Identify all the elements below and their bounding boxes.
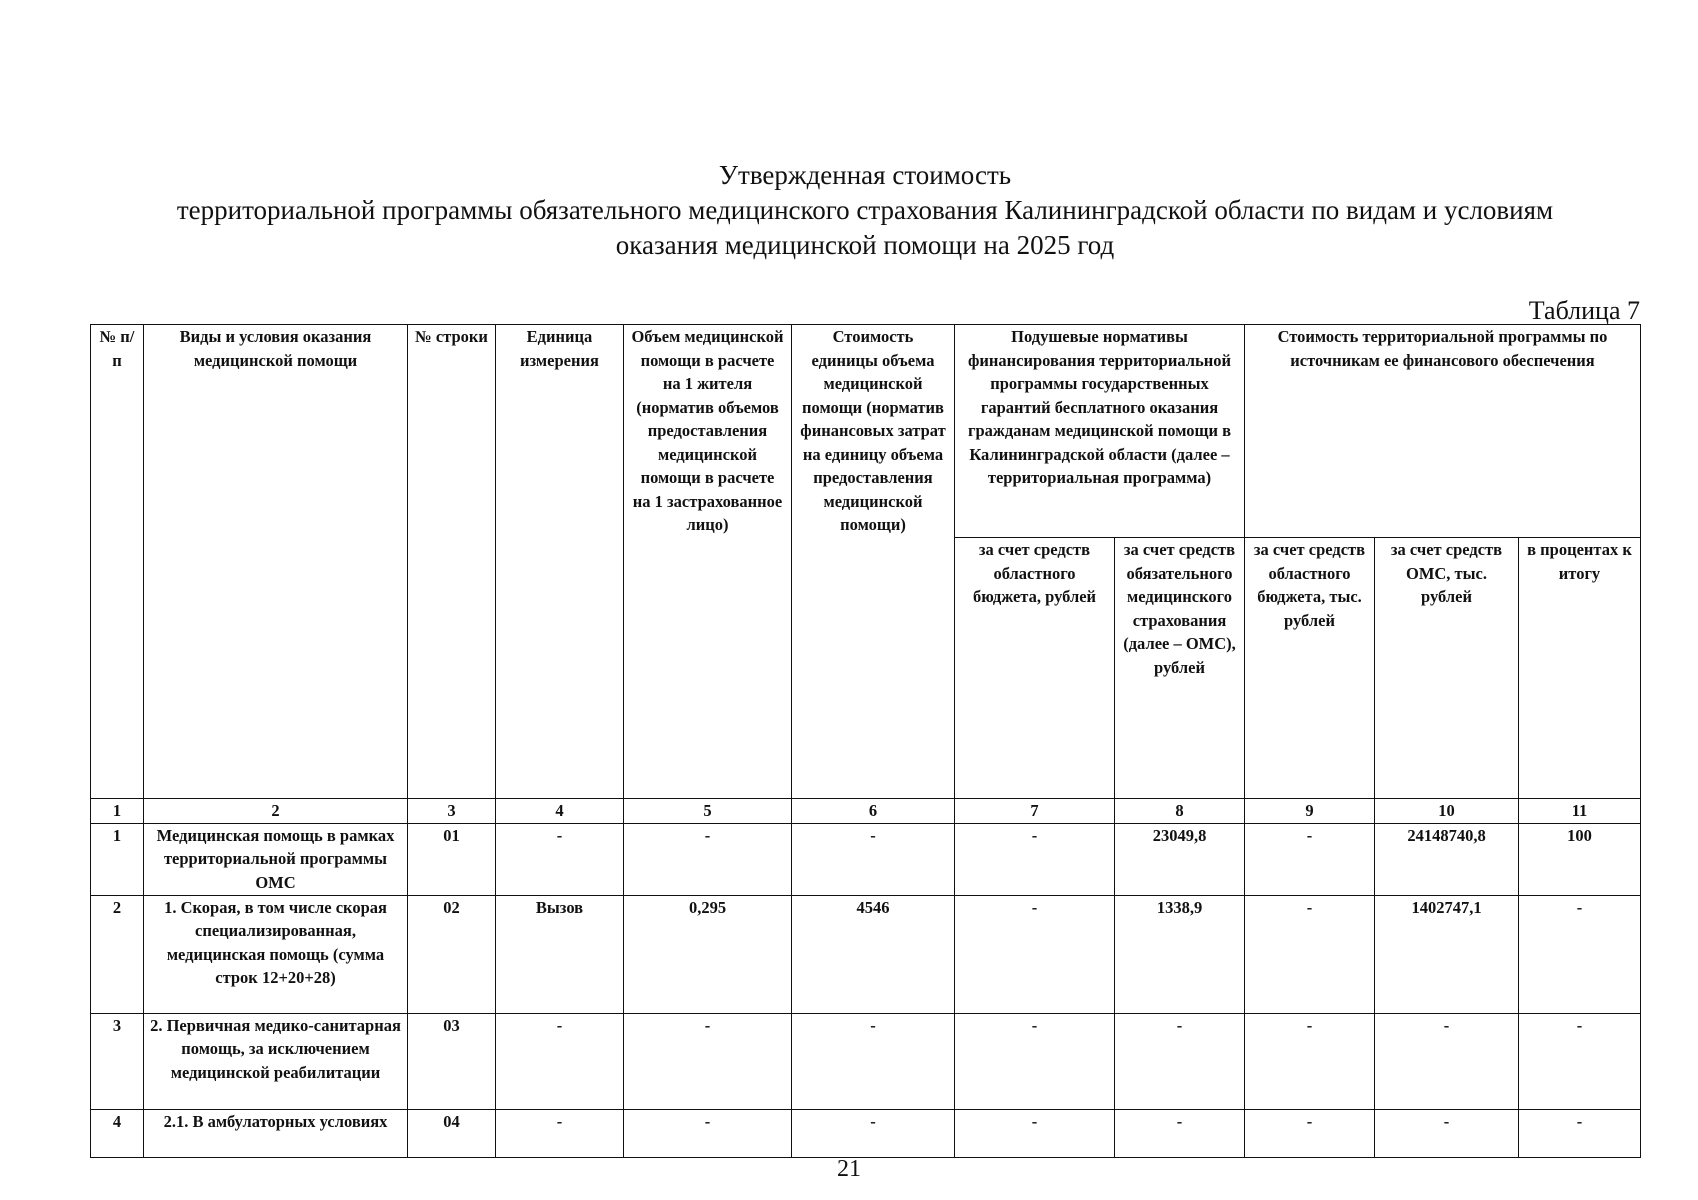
table-row <box>91 1013 1641 1109</box>
header-cell: за счет средств ОМС, тыс. рублей <box>1375 538 1519 799</box>
cell: - <box>792 1109 955 1157</box>
page-number: 21 <box>837 1156 861 1182</box>
header-cell: в процентах к итогу <box>1519 538 1641 799</box>
header-group-cell: Подушевые нормативы финансирования территориальной программы государственных гарантий бесплатного оказания гражданам медицинской помощи в Калининградской области (далее – территориальная программа) <box>955 325 1245 538</box>
cell: 3 <box>91 1013 144 1109</box>
cost-table <box>90 324 1641 1158</box>
cell: - <box>955 823 1115 895</box>
cell: 02 <box>408 895 496 1013</box>
table-label: Таблица 7 <box>1528 296 1640 325</box>
title-line-2: территориальной программы обязательного медицинского страхования Калининградской области по видам и условиям <box>176 195 1554 225</box>
cell: - <box>1519 1013 1641 1109</box>
header-cell: Единица измерения <box>496 325 624 799</box>
cell: 04 <box>408 1109 496 1157</box>
cell: - <box>624 1013 792 1109</box>
header-cell: за счет средств обязательного медицинского страхования (далее – ОМС), рублей <box>1115 538 1245 799</box>
cell: 1338,9 <box>1115 895 1245 1013</box>
cell: 2 <box>91 895 144 1013</box>
cell: - <box>1519 895 1641 1013</box>
cell: 2.1. В амбулаторных условиях <box>144 1109 408 1157</box>
cell: 1402747,1 <box>1375 895 1519 1013</box>
cell: 0,295 <box>624 895 792 1013</box>
header-cell: за счет средств областного бюджета, рублей <box>955 538 1115 799</box>
cell: 2. Первичная медико-санитарная помощь, за исключением медицинской реабилитации <box>144 1013 408 1109</box>
header-cell: Стоимость единицы объема медицинской помощи (норматив финансовых затрат на единицу объема предоставления медицинской помощи) <box>792 325 955 799</box>
table-row <box>91 1109 1641 1157</box>
table-row <box>91 895 1641 1013</box>
cell: - <box>792 823 955 895</box>
cell: - <box>1519 1109 1641 1157</box>
cell: - <box>624 1109 792 1157</box>
cell: 1. Скорая, в том числе скорая специализированная, медицинская помощь (сумма строк 12+20+28) <box>144 895 408 1013</box>
column-number: 2 <box>144 799 408 824</box>
header-cell: за счет средств областного бюджета, тыс. рублей <box>1245 538 1375 799</box>
cell: - <box>955 1013 1115 1109</box>
cell: - <box>496 823 624 895</box>
column-number: 6 <box>792 799 955 824</box>
column-number: 3 <box>408 799 496 824</box>
title-line-3: оказания медицинской помощи на 2025 год <box>615 230 1115 260</box>
column-number: 10 <box>1375 799 1519 824</box>
cell: Вызов <box>496 895 624 1013</box>
title-line-1: Утвержденная стоимость <box>718 160 1012 190</box>
cell: - <box>1115 1013 1245 1109</box>
cell: Медицинская помощь в рамках территориальной программы ОМС <box>144 823 408 895</box>
cell: 4546 <box>792 895 955 1013</box>
column-number: 4 <box>496 799 624 824</box>
cell: - <box>1245 895 1375 1013</box>
cell: - <box>496 1013 624 1109</box>
cell: - <box>955 1109 1115 1157</box>
cell: 03 <box>408 1013 496 1109</box>
cell: - <box>955 895 1115 1013</box>
column-number: 5 <box>624 799 792 824</box>
cell: - <box>1115 1109 1245 1157</box>
column-number: 11 <box>1519 799 1641 824</box>
header-cell: № строки <box>408 325 496 799</box>
column-number: 9 <box>1245 799 1375 824</box>
cell: - <box>624 823 792 895</box>
header-row-top <box>91 325 1641 538</box>
cell: 100 <box>1519 823 1641 895</box>
column-number: 8 <box>1115 799 1245 824</box>
cell: - <box>792 1013 955 1109</box>
cell: - <box>1375 1109 1519 1157</box>
cell: 24148740,8 <box>1375 823 1519 895</box>
cell: - <box>1245 1109 1375 1157</box>
cell: - <box>1245 823 1375 895</box>
cell: 1 <box>91 823 144 895</box>
cell: - <box>1375 1013 1519 1109</box>
header-group-cell: Стоимость территориальной программы по источникам ее финансового обеспечения <box>1245 325 1641 538</box>
document-title <box>90 158 1640 263</box>
column-number: 7 <box>955 799 1115 824</box>
column-number: 1 <box>91 799 144 824</box>
cell: 23049,8 <box>1115 823 1245 895</box>
cell: - <box>1245 1013 1375 1109</box>
header-cell: Виды и условия оказания медицинской помощи <box>144 325 408 799</box>
cell: 4 <box>91 1109 144 1157</box>
header-cell: Объем медицинской помощи в расчете на 1 жителя (норматив объемов предоставления медицинской помощи в расчете на 1 застрахованное лицо) <box>624 325 792 799</box>
cell: - <box>496 1109 624 1157</box>
table-row <box>91 823 1641 895</box>
cell: 01 <box>408 823 496 895</box>
header-cell: № п/п <box>91 325 144 799</box>
column-number-row <box>91 799 1641 824</box>
